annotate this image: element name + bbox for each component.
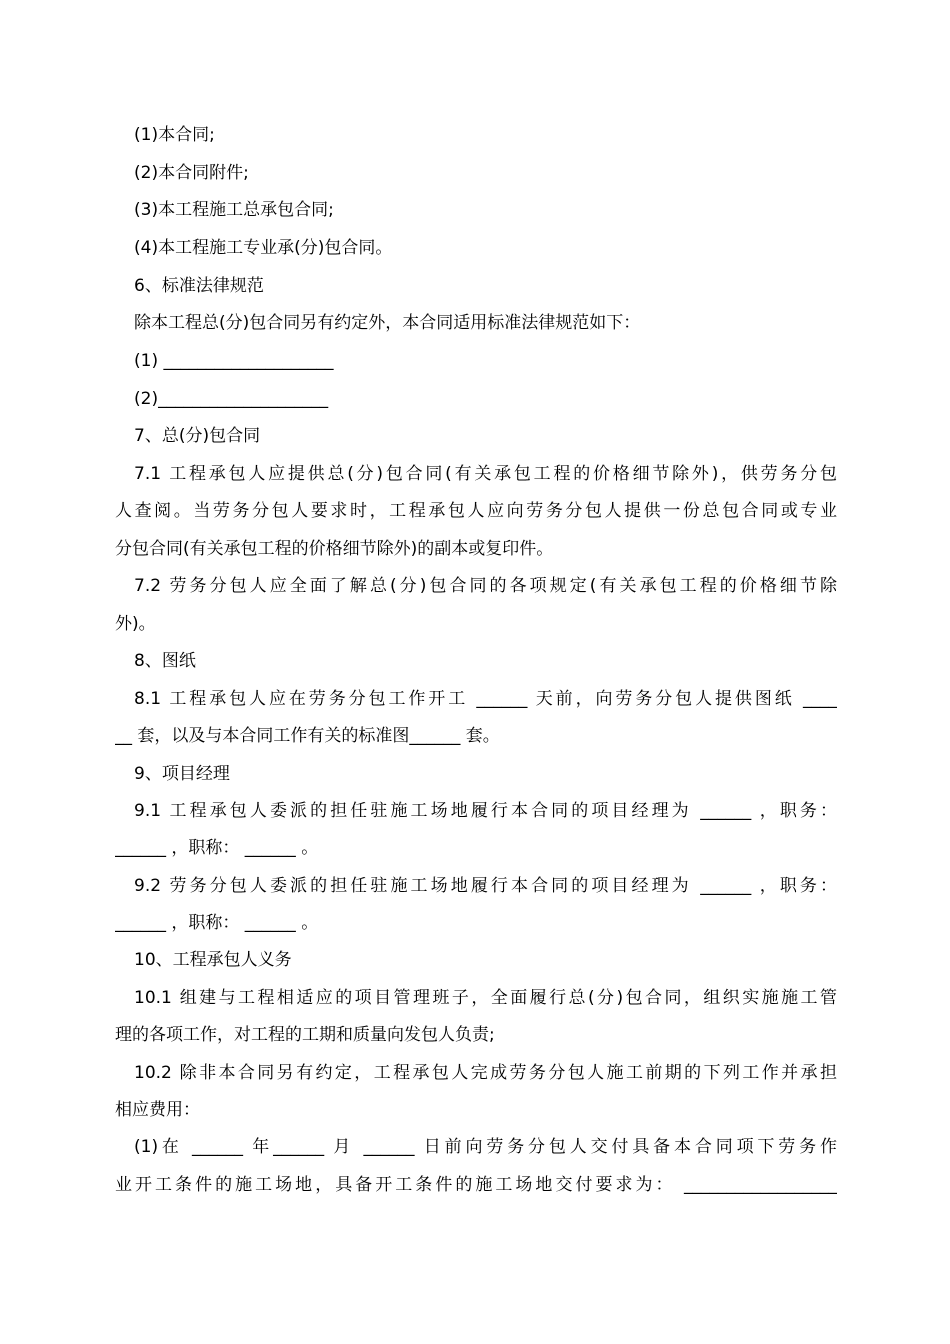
section-heading: 8、图纸	[134, 651, 196, 671]
paragraph-line: 10.1 组建与工程相适应的项目管理班子，全面履行总(分)包合同，组织实施施工管	[134, 988, 837, 1008]
paragraph-line: 10.2 除非本合同另有约定，工程承包人完成劳务分包人施工前期的下列工作并承担	[134, 1063, 837, 1083]
blank-line-item: (2)____________________	[134, 389, 329, 409]
section-heading: 7、总(分)包合同	[134, 426, 261, 446]
paragraph-line: 除本工程总(分)包合同另有约定外，本合同适用标准法律规范如下：	[134, 313, 641, 333]
paragraph-line: ______ ，职称： ______ 。	[115, 913, 319, 933]
paragraph-line: 外)。	[115, 614, 156, 634]
section-heading: 10、工程承包人义务	[134, 950, 292, 970]
blank-line-item: (1) ____________________	[134, 351, 334, 371]
paragraph-line: 8.1 工程承包人应在劳务分包工作开工 ______ 天前，向劳务分包人提供图纸 ____	[134, 689, 837, 709]
paragraph-line: 业开工条件的施工场地，具备开工条件的施工场地交付要求为： __________________	[115, 1175, 837, 1195]
section-heading: 9、项目经理	[134, 764, 230, 784]
paragraph-line: 分包合同(有关承包工程的价格细节除外)的副本或复印件。	[115, 539, 554, 559]
paragraph-line: 7.1 工程承包人应提供总(分)包合同(有关承包工程的价格细节除外)，供劳务分包	[134, 464, 837, 484]
list-item: (1)本合同;	[134, 125, 215, 145]
section-heading: 6、标准法律规范	[134, 276, 264, 296]
paragraph-line: __ 套，以及与本合同工作有关的标准图______ 套。	[115, 726, 500, 746]
paragraph-line: ______ ，职称： ______ 。	[115, 838, 319, 858]
paragraph-line: 相应费用：	[115, 1100, 200, 1120]
list-item: (4)本工程施工专业承(分)包合同。	[134, 238, 393, 258]
paragraph-line: 9.1 工程承包人委派的担任驻施工场地履行本合同的项目经理为 ______ ，职务：	[134, 801, 837, 821]
paragraph-line: 9.2 劳务分包人委派的担任驻施工场地履行本合同的项目经理为 ______ ，职务：	[134, 876, 837, 896]
paragraph-line: 7.2 劳务分包人应全面了解总(分)包合同的各项规定(有关承包工程的价格细节除	[134, 576, 837, 596]
list-item: (3)本工程施工总承包合同;	[134, 200, 334, 220]
paragraph-line: 理的各项工作，对工程的工期和质量向发包人负责;	[115, 1025, 495, 1045]
paragraph-line: (1)在 ______ 年______ 月 ______ 日前向劳务分包人交付具备本合同项下劳务作	[134, 1137, 837, 1157]
list-item: (2)本合同附件;	[134, 163, 249, 183]
paragraph-line: 人查阅。当劳务分包人要求时，工程承包人应向劳务分包人提供一份总包合同或专业	[115, 501, 837, 521]
